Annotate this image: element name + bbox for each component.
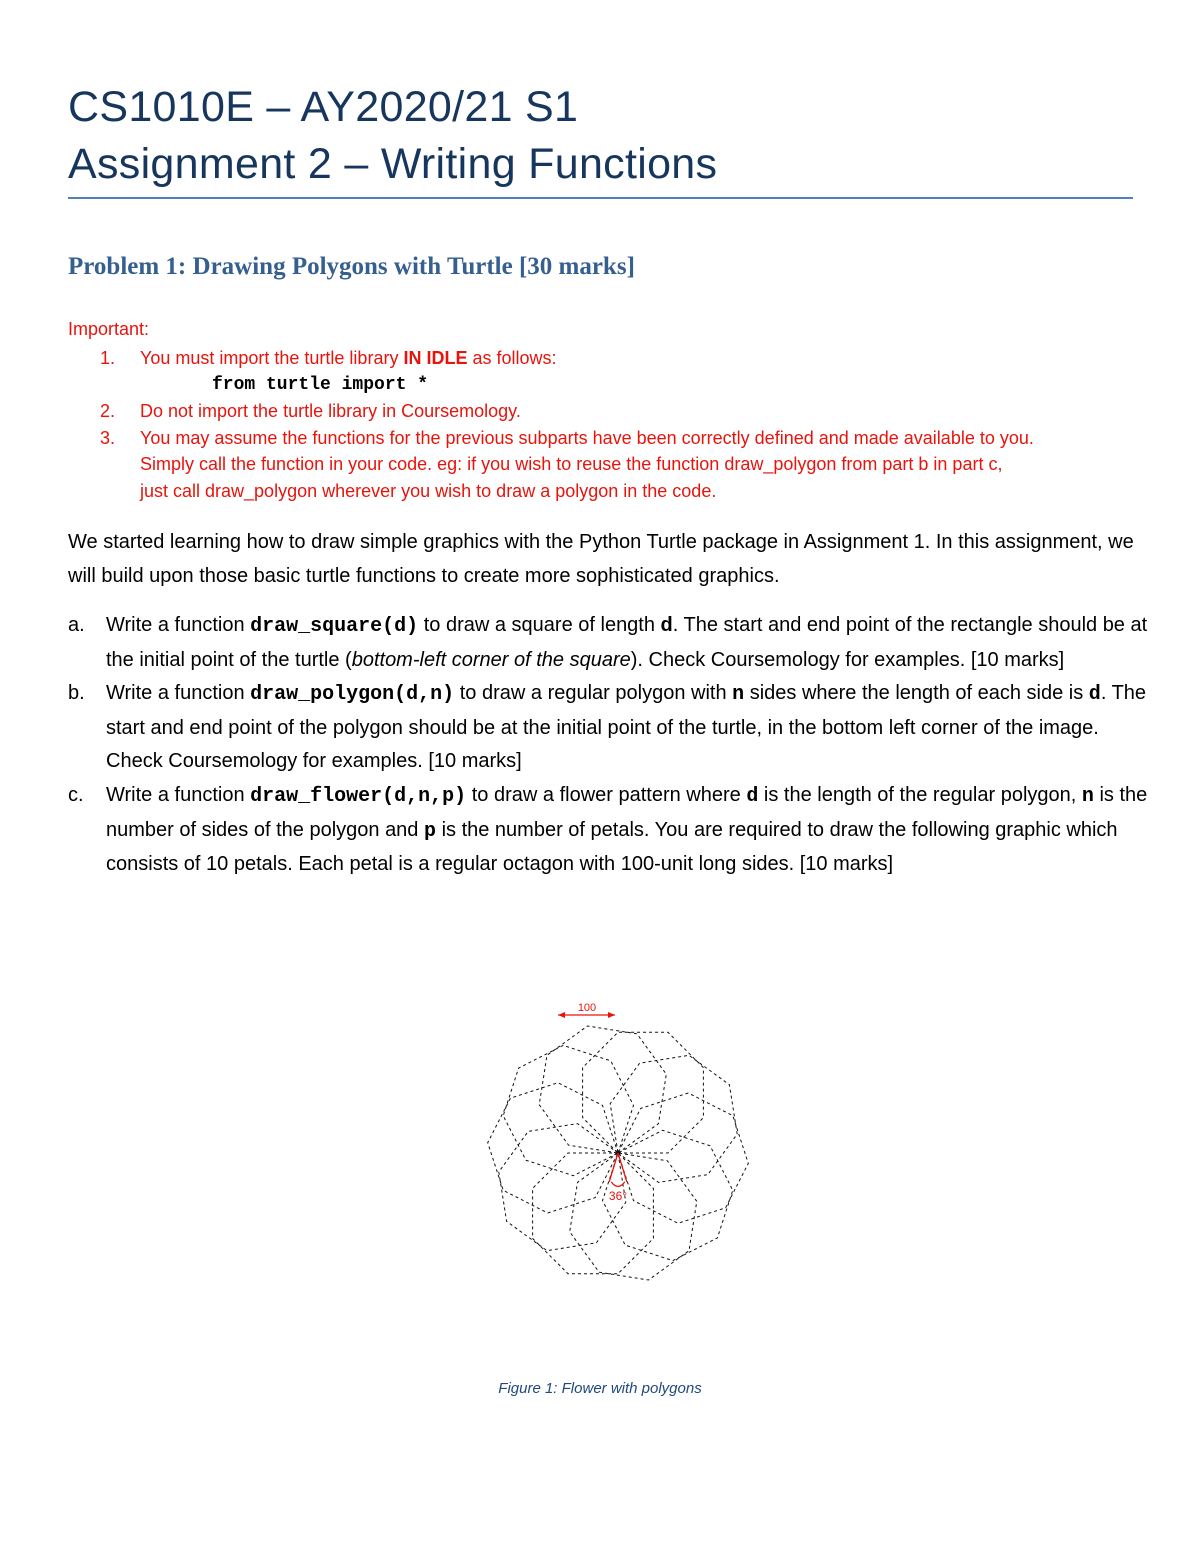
problem-heading: Problem 1: Drawing Polygons with Turtle [30 marks] — [68, 253, 635, 280]
item-number: 3. — [100, 427, 116, 448]
flower-svg — [450, 995, 790, 1315]
assignment-title: Assignment 2 – Writing Functions — [68, 140, 718, 188]
petal-octagon — [539, 1026, 666, 1153]
item-number: 1. — [100, 348, 116, 368]
part-a-text: Write a function draw_square(d) to draw a square of length d. The start and end point of the rectangle should be at the initial point of the turtle (bottom-left corner of the square). Check Coursemology for examples. [10 marks] — [106, 614, 1148, 671]
figure-caption: Figure 1: Flower with polygons — [498, 1380, 702, 1397]
length-arrow-right — [608, 1012, 615, 1018]
important-item-2 — [100, 398, 1140, 425]
flower-figure — [450, 995, 790, 1315]
item-text: Do not import the turtle library in Coursemology. — [140, 401, 521, 421]
course-title: CS1010E – AY2020/21 S1 — [68, 83, 579, 131]
part-letter: a. — [68, 614, 85, 636]
important-list — [100, 345, 1140, 504]
parts-list — [68, 609, 1148, 882]
part-b-text: Write a function draw_polygon(d,n) to draw a regular polygon with n sides where the length of each side is d. The start and end point of the polygon should be at the initial point of the turtle, in the bottom left corner of the image. Check Coursemology for examples. [10 marks] — [106, 682, 1147, 773]
part-c — [68, 779, 1148, 882]
petal-octagon — [610, 1055, 737, 1182]
intro-paragraph: We started learning how to draw simple graphics with the Python Turtle package in Assignment 1. In this assignment, we will build upon those basic turtle functions to create more sophisticated graphics. — [68, 531, 1134, 587]
part-letter: b. — [68, 682, 85, 705]
part-a — [68, 609, 1148, 677]
title-divider — [68, 197, 1133, 199]
item-text-line2: Simply call the function in your code. eg: if you wish to reuse the function draw_polygon from part b in part c, — [140, 454, 1003, 474]
important-item-1 — [100, 345, 1140, 372]
item-text: You may assume the functions for the previous subparts have been correctly defined and made available to you. — [140, 427, 1034, 448]
length-arrow-left — [558, 1012, 565, 1018]
important-item-3 — [100, 425, 1140, 452]
part-letter: c. — [68, 783, 84, 806]
item-text-line3: just call draw_polygon wherever you wish to draw a polygon in the code. — [140, 480, 717, 501]
angle-ray — [618, 1153, 627, 1182]
import-code: from turtle import * — [212, 374, 429, 395]
length-label: 100 — [577, 1002, 597, 1014]
petal-octagon — [570, 1153, 697, 1280]
part-b — [68, 677, 1148, 779]
item-number: 2. — [100, 401, 116, 421]
part-c-text: Write a function draw_flower(d,n,p) to draw a flower pattern where d is the length of the regular polygon, n is the number of sides of the polygon and p is the number of petals. You are required to draw the following graphic which consists of 10 petals. Each petal is a regular octagon with 100-unit long sides. [10 marks] — [106, 783, 1148, 876]
important-label: Important: — [68, 319, 150, 339]
petal-octagon — [499, 1124, 626, 1251]
item-text: You must import the turtle library IN IDLE as follows: — [140, 348, 557, 368]
angle-label: 36° — [608, 1189, 628, 1203]
petal-octagon — [503, 1045, 633, 1175]
